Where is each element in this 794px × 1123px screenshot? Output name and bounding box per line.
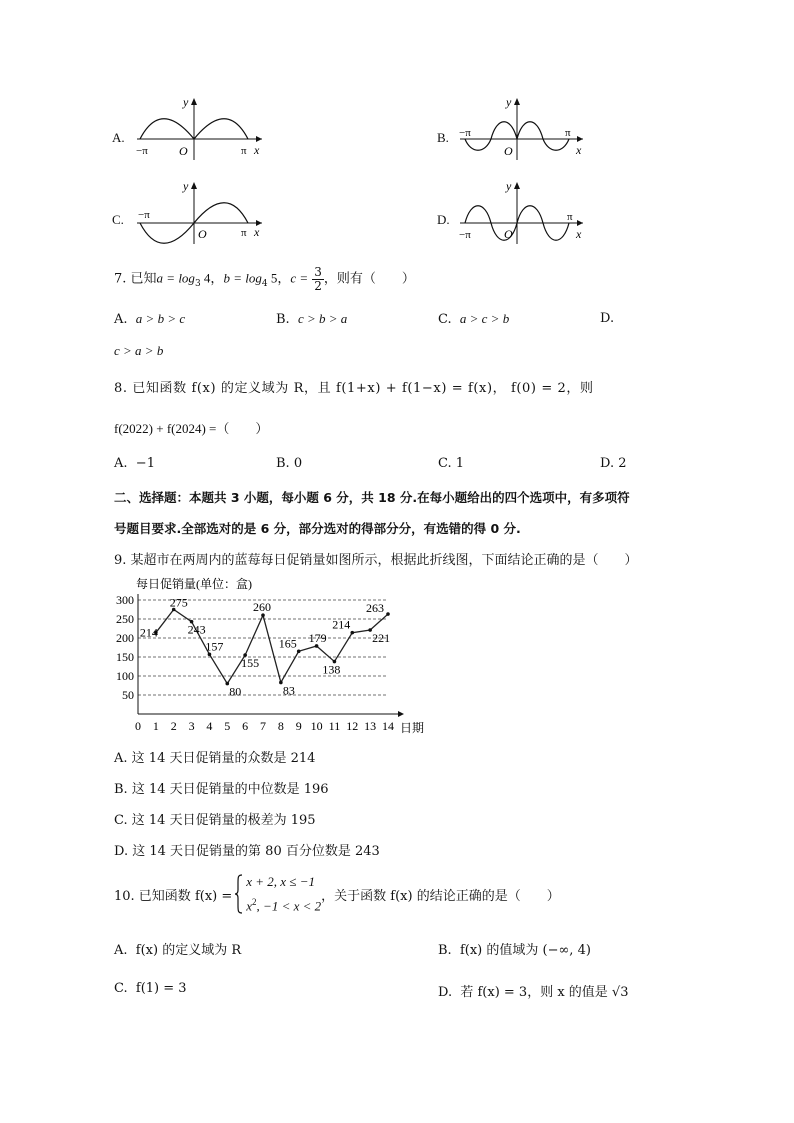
q9-option-c[interactable] [114, 809, 316, 828]
question-8-line1: 8. 已知函数 f(x) 的定义域为 R，且 f(1+x) + f(1−x) = f(x)， f(0) = 2，则 [114, 381, 594, 396]
q7-option-a-label: A. [114, 312, 128, 327]
q7-option-b[interactable] [276, 311, 347, 327]
origin-label: O [179, 144, 188, 158]
q10-option-c-label: C. [114, 981, 128, 996]
q8-option-b[interactable] [276, 456, 302, 471]
neg-pi-label: −π [459, 229, 471, 241]
data-label: 263 [366, 601, 384, 616]
brace-icon [234, 873, 244, 915]
data-label: 157 [205, 639, 224, 654]
pi-label: π [565, 127, 571, 139]
data-label: 155 [241, 656, 260, 671]
q9-option-a-label: A. [114, 751, 128, 766]
q8-option-c-text: 1 [455, 456, 465, 471]
x-tick-label: 9 [295, 719, 302, 733]
q10-suffix: ，关于函数 f(x) 的结论正确的是（ ） [321, 888, 560, 904]
q7-option-d-label: D. [600, 311, 615, 326]
origin-label: O [504, 227, 513, 241]
question-8-line2: f(2022) + f(2024) =（ ） [114, 421, 269, 436]
neg-pi-label: −π [138, 209, 150, 221]
data-label: 221 [372, 631, 391, 646]
q10-option-a-label: A. [114, 943, 128, 958]
y-tick-label: 200 [116, 631, 134, 645]
data-label: 260 [253, 600, 271, 615]
q10-option-a-text: f(x) 的定义域为 R [135, 943, 242, 958]
x-tick-label: 2 [170, 719, 177, 733]
y-label: y [183, 179, 189, 193]
graph-option-b-label: B. [437, 130, 449, 145]
q9-option-d-label: D. [114, 844, 129, 859]
y-tick-label: 300 [116, 593, 134, 607]
data-label: 214 [139, 625, 158, 640]
x-tick-label: 12 [346, 719, 359, 733]
x-tick-label: 1 [152, 719, 159, 733]
x-tick-label: 6 [242, 719, 249, 733]
q7-sep-1: ， [210, 271, 224, 287]
q10-case-2 [246, 892, 321, 916]
q7-b-base: 4 [261, 279, 268, 290]
question-7 [114, 266, 415, 292]
data-point [350, 631, 354, 635]
q9-option-a-text: 这 14 天日促销量的众数是 214 [131, 751, 316, 766]
q8-option-d-label: D. [600, 456, 615, 471]
question-10 [114, 872, 560, 916]
graph-option-c-label: C. [112, 212, 124, 227]
data-label: 165 [278, 636, 297, 651]
q10-cases [246, 871, 321, 916]
q9-option-c-text: 这 14 天日促销量的极差为 195 [131, 813, 316, 828]
x-axis-label: 日期 [400, 721, 425, 735]
origin-label: O [504, 144, 513, 158]
graph-option-c [112, 176, 282, 246]
x-tick-label: 0 [135, 719, 141, 733]
q7-prefix: 7. 已知 [114, 271, 157, 287]
x-label: x [576, 227, 582, 241]
q8-option-a[interactable] [114, 456, 155, 471]
q10-option-c-text: f(1) = 3 [135, 981, 187, 996]
x-axis-arrow [577, 220, 583, 226]
data-point [297, 650, 301, 654]
graph-d-svg [455, 176, 605, 246]
q9-option-c-label: C. [114, 813, 128, 828]
q8-option-b-text: 0 [293, 456, 303, 471]
q8-option-a-text: −1 [135, 456, 155, 471]
q9-option-d[interactable] [114, 840, 380, 859]
q10-option-a[interactable] [114, 939, 241, 958]
q9-option-b-label: B. [114, 782, 128, 797]
y-tick-label: 150 [116, 650, 134, 664]
graph-option-d [437, 176, 607, 246]
q10-option-c[interactable] [114, 981, 187, 996]
x-tick-label: 10 [310, 719, 323, 733]
y-axis-arrow [191, 98, 197, 105]
q7-c-num: 3 [314, 265, 322, 279]
x-label: x [576, 143, 582, 157]
q7-a-expr: a = log [156, 270, 195, 286]
q10-option-d-label: D. [438, 985, 453, 1000]
y-label: y [183, 95, 189, 109]
data-label: 179 [308, 630, 327, 645]
q7-option-a[interactable] [114, 311, 185, 327]
x-tick-label: 5 [224, 719, 231, 733]
q7-option-d-text: c > a > b [114, 343, 164, 358]
q7-option-d[interactable] [600, 311, 614, 326]
q7-option-c[interactable] [438, 311, 509, 327]
q7-option-c-label: C. [438, 312, 452, 327]
q10-option-b[interactable] [438, 939, 591, 958]
x-axis-arrow [398, 711, 404, 717]
q10-option-d-text: 若 f(x) = 3，则 x 的值是 √3 [460, 985, 629, 1000]
y-axis-arrow [514, 182, 520, 189]
q7-a-base: 3 [194, 279, 201, 290]
data-label: 275 [169, 595, 188, 610]
q9-option-b[interactable] [114, 778, 329, 797]
q7-c-den: 2 [314, 278, 322, 293]
graph-b-svg [455, 92, 605, 162]
y-label: y [506, 95, 512, 109]
x-label: x [254, 143, 260, 157]
q10-option-d[interactable] [438, 981, 629, 1000]
q9-option-a[interactable] [114, 747, 315, 766]
data-label: 80 [229, 684, 242, 699]
q10-prefix: 10. 已知函数 f(x) = [114, 888, 233, 904]
origin-label: O [198, 227, 207, 241]
q8-option-c-label: C. [438, 456, 452, 471]
q8-option-d[interactable] [600, 456, 627, 471]
graph-option-a [112, 92, 282, 162]
x-tick-label: 11 [328, 719, 341, 733]
graph-option-d-label: D. [437, 212, 450, 227]
x-tick-label: 4 [206, 719, 213, 733]
q8-option-c[interactable] [438, 456, 464, 471]
data-label: 138 [322, 662, 341, 677]
x-tick-label: 14 [382, 719, 394, 733]
x-label: x [254, 225, 260, 239]
data-label: 83 [282, 683, 295, 698]
x-axis-arrow [256, 136, 262, 142]
q8-option-a-label: A. [114, 456, 128, 471]
q10-case-2-rest: , −1 < x < 2 [256, 898, 322, 914]
neg-pi-label: −π [459, 127, 471, 139]
q7-a-arg: 4 [200, 270, 211, 286]
data-label: 243 [187, 622, 206, 637]
x-axis-arrow [577, 136, 583, 142]
x-tick-label: 13 [364, 719, 377, 733]
section-2-heading-line1: 二、选择题：本题共 3 小题，每小题 6 分，共 18 分.在每小题给出的四个选项中，有多项符 [114, 490, 630, 505]
y-label: y [506, 179, 512, 193]
y-tick-label: 250 [116, 612, 134, 626]
q7-option-a-text: a > b > c [135, 311, 186, 326]
section-2-heading-line2: 号题目要求.全部选对的是 6 分，部分选对的得部分分，有选错的得 0 分. [114, 521, 521, 536]
q8-option-b-label: B. [276, 456, 290, 471]
q9-option-b-text: 这 14 天日促销量的中位数是 196 [131, 782, 329, 797]
q8-option-d-text: 2 [618, 456, 627, 471]
x-tick-label: 7 [260, 719, 266, 733]
pi-label: π [241, 227, 247, 239]
x-tick-label: 3 [188, 719, 195, 733]
y-axis-arrow [191, 182, 197, 189]
q10-case-2-base: x [246, 898, 253, 914]
q7-b-expr: b = log [223, 270, 262, 286]
q7-c-fraction [312, 266, 324, 292]
question-9-stem: 9. 某超市在两周内的蓝莓每日促销量如图所示，根据此折线图，下面结论正确的是（ ） [114, 553, 638, 568]
q9-option-d-text: 这 14 天日促销量的第 80 百分位数是 243 [132, 844, 380, 859]
data-point [386, 612, 390, 616]
q7-suffix: ，则有（ ） [323, 271, 415, 287]
graph-c-svg [132, 176, 282, 246]
q7-option-c-text: a > c > b [459, 311, 510, 326]
q10-case-2-exp: 2 [252, 897, 257, 908]
q10-option-b-text: f(x) 的值域为 (−∞, 4) [459, 943, 591, 958]
graph-option-b [437, 92, 607, 162]
graph-a-svg [132, 92, 282, 162]
q10-option-b-label: B. [438, 943, 452, 958]
y-tick-label: 100 [116, 669, 134, 683]
q10-case-1: x + 2, x ≤ −1 [246, 874, 315, 890]
chart-title: 每日促销量(单位：盒) [136, 577, 252, 591]
y-tick-label: 50 [122, 688, 134, 702]
q7-c-expr: c = [290, 270, 309, 286]
q7-sep-2: ， [277, 271, 291, 287]
graph-option-a-label: A. [112, 130, 125, 145]
q7-b-arg: 5 [267, 270, 278, 286]
q7-option-b-text: c > b > a [297, 311, 348, 326]
x-tick-label: 8 [277, 719, 284, 733]
pi-label: π [567, 211, 573, 223]
q9-line-chart [110, 572, 440, 740]
y-axis-arrow [514, 98, 520, 105]
data-label: 214 [332, 617, 351, 632]
q7-option-b-label: B. [276, 312, 290, 327]
pi-label: π [241, 145, 247, 157]
neg-pi-label: −π [136, 145, 148, 157]
